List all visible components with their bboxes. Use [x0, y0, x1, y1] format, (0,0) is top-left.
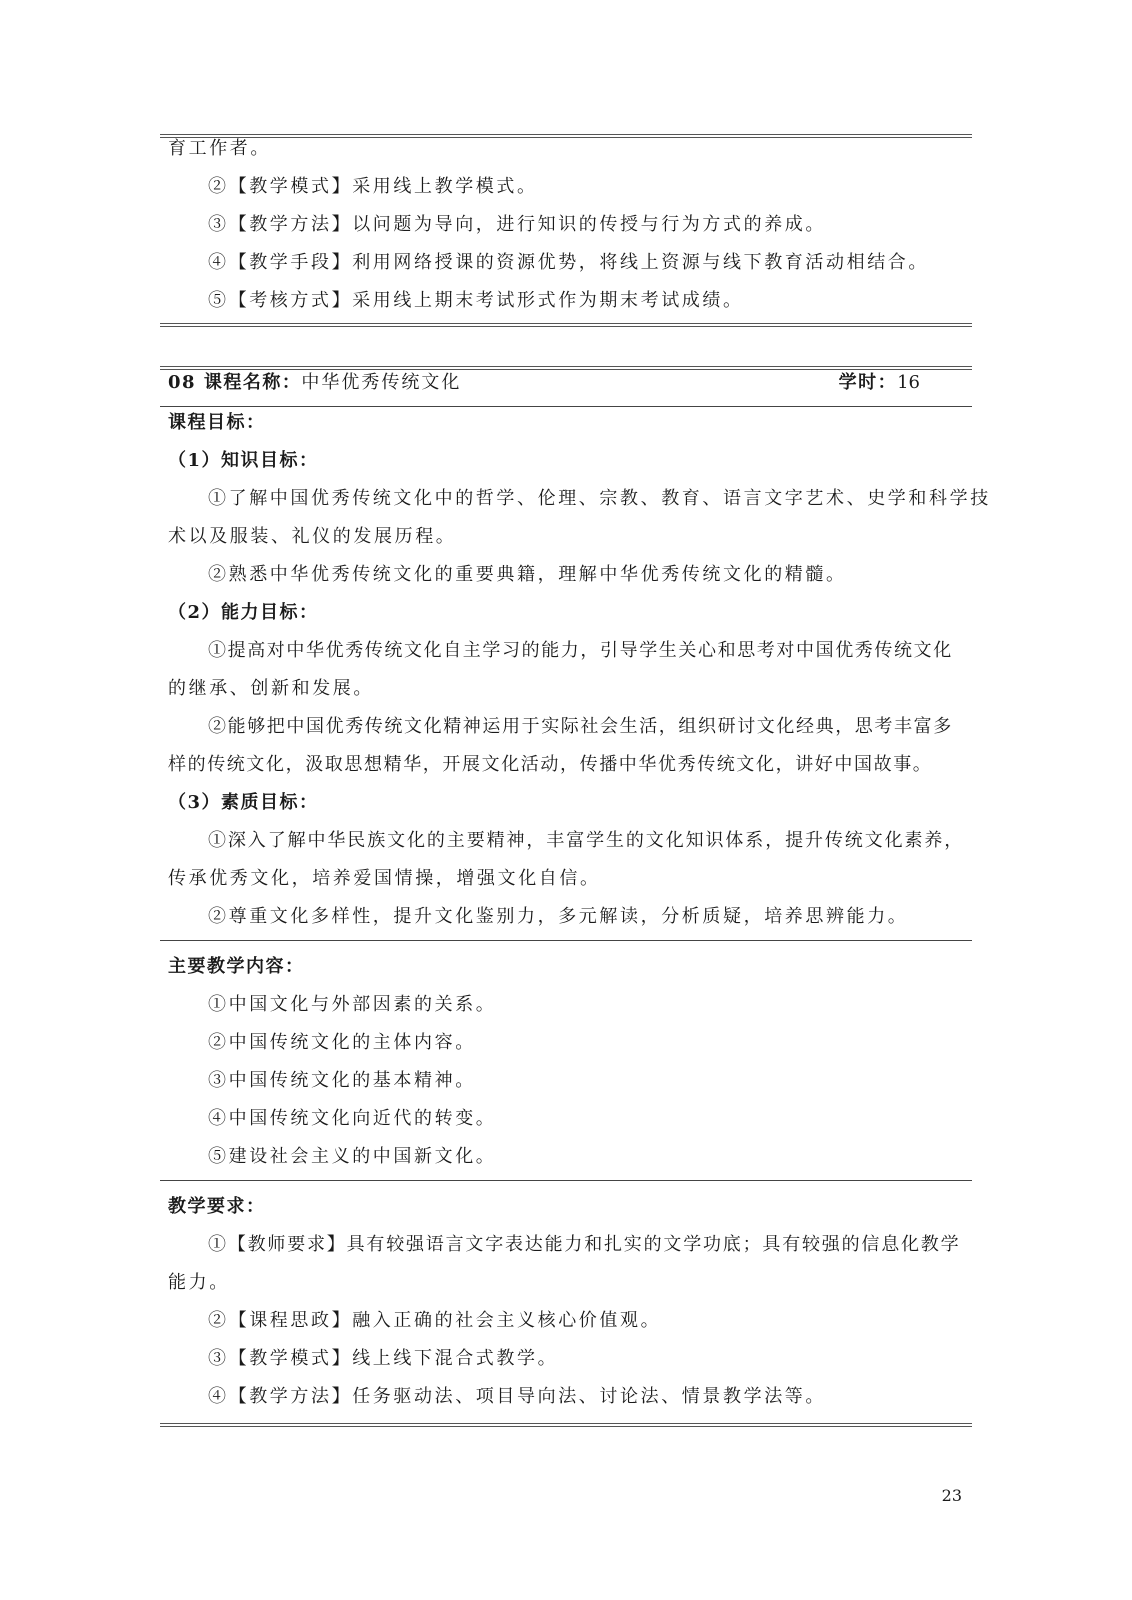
- course-name-label: 08 课程名称：: [168, 372, 302, 393]
- content-item: ③中国传统文化的基本精神。: [208, 1070, 476, 1091]
- goals-heading: 课程目标：: [168, 412, 266, 433]
- knowledge-heading: （1）知识目标：: [168, 450, 319, 471]
- prev-line: ③【教学方法】以问题为导向，进行知识的传授与行为方式的养成。: [208, 214, 826, 235]
- content-section: [160, 940, 972, 1180]
- hours-value: 16: [897, 372, 920, 393]
- quality-line: 传承优秀文化，培养爱国情操，增强文化自信。: [168, 868, 601, 889]
- prev-line: ④【教学手段】利用网络授课的资源优势，将线上资源与线下教育活动相结合。: [208, 252, 929, 273]
- course-bottom-rule: [160, 1423, 972, 1427]
- requirements-line: ①【教师要求】具有较强语言文字表达能力和扎实的文学功底；具有较强的信息化教学: [208, 1234, 961, 1255]
- ability-line: ②能够把中国优秀传统文化精神运用于实际社会生活，组织研讨文化经典，思考丰富多: [208, 716, 953, 737]
- prev-line: ②【教学模式】采用线上教学模式。: [208, 176, 538, 197]
- knowledge-line: ①了解中国优秀传统文化中的哲学、伦理、宗教、教育、语言文字艺术、史学和科学技: [208, 488, 991, 509]
- ability-line: 样的传统文化，汲取思想精华，开展文化活动，传播中华优秀传统文化，讲好中国故事。: [168, 754, 933, 775]
- page-number: 23: [941, 1486, 962, 1505]
- quality-heading: （3）素质目标：: [168, 792, 319, 813]
- prev-line: 育工作者。: [168, 138, 271, 159]
- content-item: ④中国传统文化向近代的转变。: [208, 1108, 497, 1129]
- requirements-section: [160, 1180, 972, 1424]
- requirements-line: ②【课程思政】融入正确的社会主义核心价值观。: [208, 1310, 662, 1331]
- content-item: ①中国文化与外部因素的关系。: [208, 994, 497, 1015]
- hours-label: 学时：: [838, 372, 898, 393]
- course-name: 中华优秀传统文化: [301, 372, 462, 393]
- ability-line: 的继承、创新和发展。: [168, 678, 374, 699]
- knowledge-line: ②熟悉中华优秀传统文化的重要典籍，理解中华优秀传统文化的精髓。: [208, 564, 847, 585]
- content-item: ②中国传统文化的主体内容。: [208, 1032, 476, 1053]
- ability-line: ①提高对中华优秀传统文化自主学习的能力，引导学生关心和思考对中国优秀传统文化: [208, 640, 953, 661]
- requirements-heading: 教学要求：: [168, 1196, 266, 1217]
- prev-section: [160, 134, 972, 324]
- requirements-line: ③【教学模式】线上线下混合式教学。: [208, 1348, 559, 1369]
- prev-section-bottom-rule: [160, 323, 972, 327]
- quality-line: ①深入了解中华民族文化的主要精神，丰富学生的文化知识体系，提升传统文化素养，: [208, 830, 965, 851]
- requirements-line: 能力。: [168, 1272, 230, 1293]
- knowledge-line: 术以及服装、礼仪的发展历程。: [168, 526, 457, 547]
- quality-line: ②尊重文化多样性，提升文化鉴别力，多元解读，分析质疑，培养思辨能力。: [208, 906, 909, 927]
- course-hours: [839, 370, 920, 396]
- course-header: [160, 370, 972, 396]
- ability-heading: （2）能力目标：: [168, 602, 319, 623]
- requirements-line: ④【教学方法】任务驱动法、项目导向法、讨论法、情景教学法等。: [208, 1386, 826, 1407]
- goals-section: [160, 406, 991, 940]
- content-heading: 主要教学内容：: [168, 956, 305, 977]
- prev-line: ⑤【考核方式】采用线上期末考试形式作为期末考试成绩。: [208, 290, 744, 311]
- content-item: ⑤建设社会主义的中国新文化。: [208, 1146, 497, 1167]
